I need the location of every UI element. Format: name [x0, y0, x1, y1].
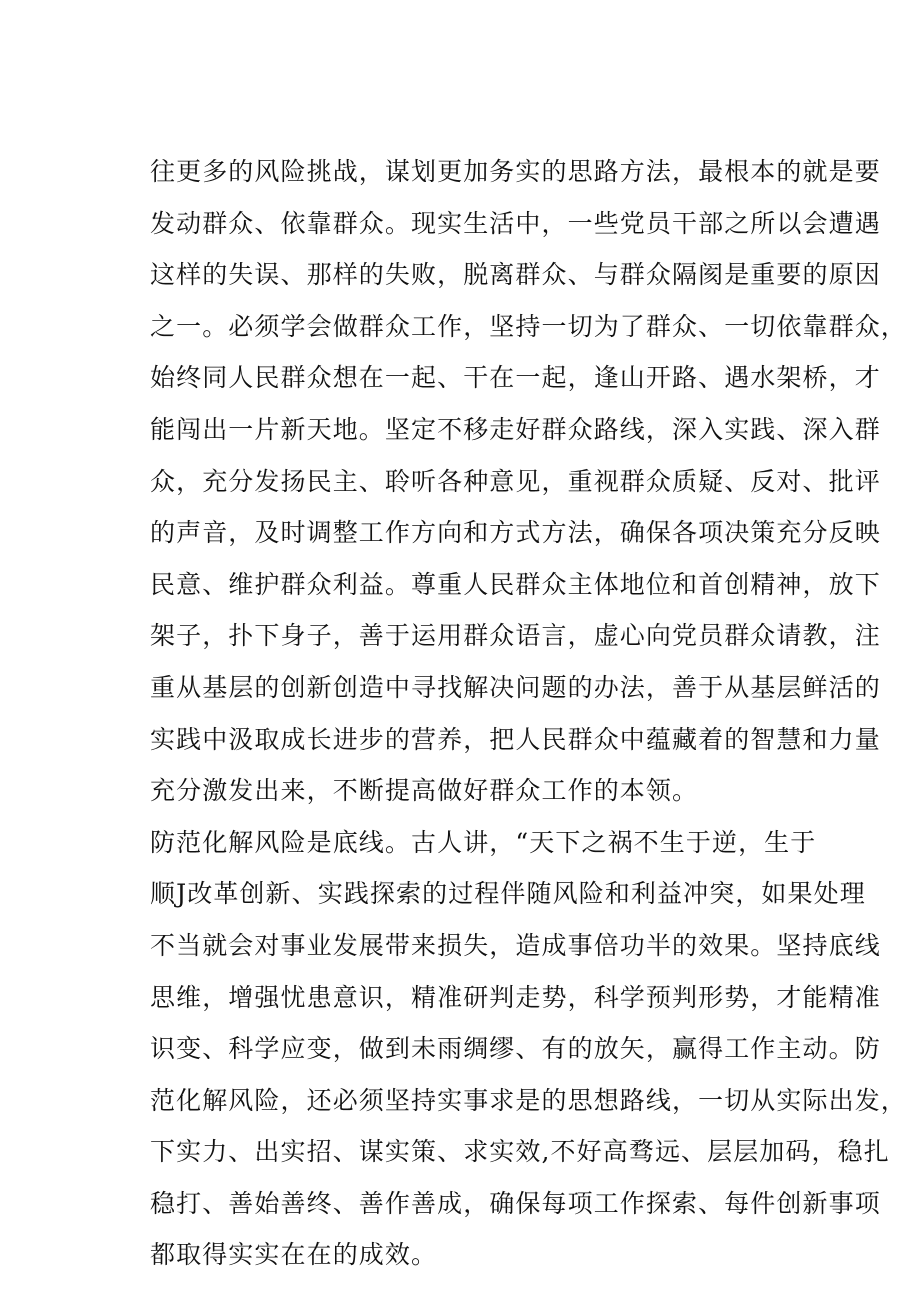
text-line: 稳打、善始善终、善作善成，确保每项工作探索、每件创新事项: [150, 1188, 881, 1218]
text-line: 防范化解风险是底线。古人讲，“天下之祸不生于逆，生于: [150, 827, 817, 857]
text-line: 架子，扑下身子，善于运用群众语言，虚心向党员群众请教，注: [150, 621, 881, 651]
text-line: 重从基层的创新创造中寻找解决问题的办法，善于从基层鲜活的: [150, 672, 881, 702]
text-line: 始终同人民群众想在一起、干在一起，逢山开路、遇水架桥，才: [150, 363, 881, 393]
text-line: 众，充分发扬民主、聆听各种意见，重视群众质疑、反对、批评: [150, 466, 881, 496]
body-text: [150, 146, 907, 1281]
text-line: 思维，增强忧患意识，精准研判走势，科学预判形势，才能精准: [150, 982, 881, 1012]
text-line: 下实力、出实招、谋实策、求实效,不好高骛远、层层加码，稳扎: [150, 1137, 890, 1167]
text-line: 能闯出一片新天地。坚定不移走好群众路线，深入实践、深入群: [150, 414, 881, 444]
text-line: 民意、维护群众利益。尊重人民群众主体地位和首创精神，放下: [150, 569, 881, 599]
text-line: 不当就会对事业发展带来损失，造成事倍功半的效果。坚持底线: [150, 930, 881, 960]
text-line: 实践中汲取成长进步的营养，把人民群众中蕴藏着的智慧和力量: [150, 724, 881, 754]
text-line: 发动群众、依靠群众。现实生活中，一些党员干部之所以会遭遇: [150, 208, 881, 238]
text-line: 这样的失误、那样的失败，脱离群众、与群众隔阂是重要的原因: [150, 260, 881, 290]
text-line: 都取得实实在在的成效。: [150, 1240, 438, 1270]
text-line: 往更多的风险挑战，谋划更加务实的思路方法，最根本的就是要: [150, 157, 881, 186]
text-line: 识变、科学应变，做到未雨绸缪、有的放矢，赢得工作主动。防: [150, 1034, 881, 1064]
text-line: 充分激发出来，不断提高做好群众工作的本领。: [150, 776, 699, 806]
text-line: 之一。必须学会做群众工作，坚持一切为了群众、一切依靠群众，: [150, 311, 907, 341]
text-line: 范化解风险，还必须坚持实事求是的思想路线，一切从实际出发，: [150, 1085, 907, 1115]
text-line: 的声音，及时调整工作方向和方式方法，确保各项决策充分反映: [150, 518, 881, 548]
text-line: 顺J改革创新、实践探索的过程伴随风险和利益冲突，如果处理: [150, 879, 866, 909]
